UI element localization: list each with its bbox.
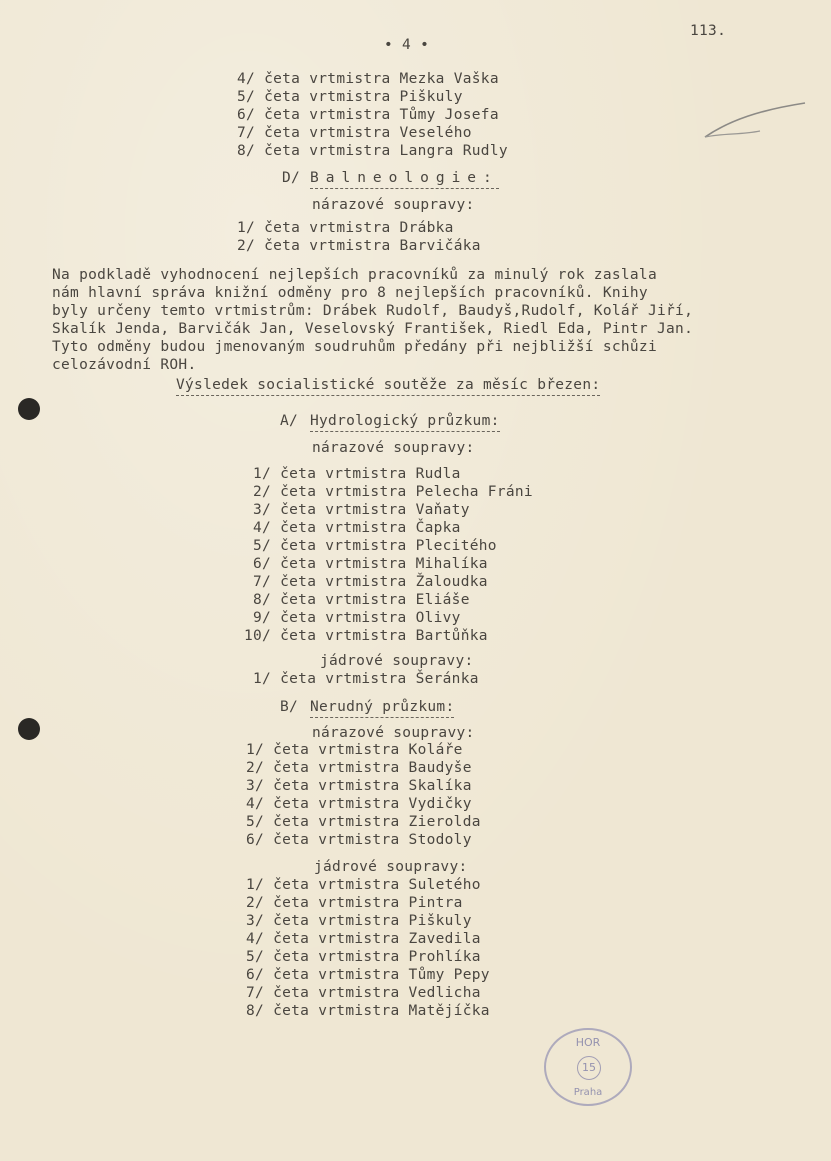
list-item: 8/ četa vrtmistra Matějíčka bbox=[246, 1003, 490, 1019]
list-item: 6/ četa vrtmistra Mihalíka bbox=[244, 556, 488, 572]
section-b-core-subtitle: jádrové soupravy: bbox=[314, 859, 468, 875]
list-item: 6/ četa vrtmistra Tůmy Josefa bbox=[237, 107, 499, 123]
paragraph-line: nám hlavní správa knižní odměny pro 8 nejlepších pracovníků. Knihy bbox=[52, 285, 648, 301]
list-item: 3/ četa vrtmistra Piškuly bbox=[246, 913, 472, 929]
stamp-bottom-text: Praha bbox=[573, 1087, 603, 1098]
stamp-top-text: HOR bbox=[575, 1036, 601, 1049]
list-item: 4/ četa vrtmistra Vydičky bbox=[246, 796, 472, 812]
page-marker: • 4 • bbox=[384, 37, 430, 53]
list-item: 7/ četa vrtmistra Veselého bbox=[237, 125, 472, 141]
list-item: 8/ četa vrtmistra Eliáše bbox=[244, 592, 470, 608]
punch-hole-bottom bbox=[18, 718, 40, 740]
paragraph-line: byly určeny temto vrtmistrům: Drábek Rudolf, Baudyš,Rudolf, Kolář Jiří, bbox=[52, 303, 694, 319]
folio-number: 113. bbox=[690, 23, 727, 39]
list-item: 7/ četa vrtmistra Vedlicha bbox=[246, 985, 481, 1001]
pencil-mark-icon bbox=[700, 95, 810, 145]
results-heading: Výsledek socialistické soutěže za měsíc březen: bbox=[176, 376, 600, 396]
list-item: 2/ četa vrtmistra Barvičáka bbox=[237, 238, 481, 254]
section-a-core-subtitle: jádrové soupravy: bbox=[320, 653, 474, 669]
list-item: 4/ četa vrtmistra Zavedila bbox=[246, 931, 481, 947]
list-item: 9/ četa vrtmistra Olivy bbox=[244, 610, 461, 626]
section-b-prefix: B/ bbox=[280, 699, 299, 715]
list-item: 1/ četa vrtmistra Rudla bbox=[244, 466, 461, 482]
list-item: 5/ četa vrtmistra Piškuly bbox=[237, 89, 463, 105]
archive-stamp bbox=[544, 1028, 632, 1106]
paragraph-line: Tyto odměny budou jmenovaným soudruhům předány při nejbližší schůzi bbox=[52, 339, 657, 355]
list-item: 5/ četa vrtmistra Prohlíka bbox=[246, 949, 481, 965]
list-item: 1/ četa vrtmistra Suletého bbox=[246, 877, 481, 893]
section-a-prefix: A/ bbox=[280, 413, 299, 429]
list-item: 5/ četa vrtmistra Plecitého bbox=[244, 538, 497, 554]
punch-hole-top bbox=[18, 398, 40, 420]
section-a-title: Hydrologický průzkum: bbox=[310, 412, 500, 432]
paragraph-line: celozávodní ROH. bbox=[52, 357, 197, 373]
list-item: 8/ četa vrtmistra Langra Rudly bbox=[237, 143, 508, 159]
list-item: 3/ četa vrtmistra Skalíka bbox=[246, 778, 472, 794]
section-d-prefix: D/ bbox=[282, 170, 301, 186]
list-item: 6/ četa vrtmistra Tůmy Pepy bbox=[246, 967, 490, 983]
list-item: 1/ četa vrtmistra Koláře bbox=[246, 742, 463, 758]
list-item: 4/ četa vrtmistra Čapka bbox=[244, 520, 461, 536]
list-item: 2/ četa vrtmistra Baudyše bbox=[246, 760, 472, 776]
list-item: 6/ četa vrtmistra Stodoly bbox=[246, 832, 472, 848]
list-item: 2/ četa vrtmistra Pelecha Fráni bbox=[244, 484, 533, 500]
list-item: 2/ četa vrtmistra Pintra bbox=[246, 895, 463, 911]
paragraph-line: Na podkladě vyhodnocení nejlepších pracovníků za minulý rok zaslala bbox=[52, 267, 657, 283]
section-b-title: Nerudný průzkum: bbox=[310, 698, 454, 718]
paragraph-line: Skalík Jenda, Barvičák Jan, Veselovský František, Riedl Eda, Pintr Jan. bbox=[52, 321, 694, 337]
list-item: 7/ četa vrtmistra Žaloudka bbox=[244, 574, 488, 590]
list-item: 3/ četa vrtmistra Vaňaty bbox=[244, 502, 470, 518]
list-item: 4/ četa vrtmistra Mezka Vaška bbox=[237, 71, 499, 87]
stamp-center-number: 15 bbox=[577, 1056, 601, 1080]
section-b-subtitle: nárazové soupravy: bbox=[312, 725, 475, 741]
section-d-title: Balneologie: bbox=[310, 169, 499, 189]
section-d-subtitle: nárazové soupravy: bbox=[312, 197, 475, 213]
list-item: 1/ četa vrtmistra Šeránka bbox=[244, 671, 479, 687]
list-item: 10/ četa vrtmistra Bartůňka bbox=[244, 628, 488, 644]
section-a-subtitle: nárazové soupravy: bbox=[312, 440, 475, 456]
list-item: 5/ četa vrtmistra Zierolda bbox=[246, 814, 481, 830]
list-item: 1/ četa vrtmistra Drábka bbox=[237, 220, 454, 236]
